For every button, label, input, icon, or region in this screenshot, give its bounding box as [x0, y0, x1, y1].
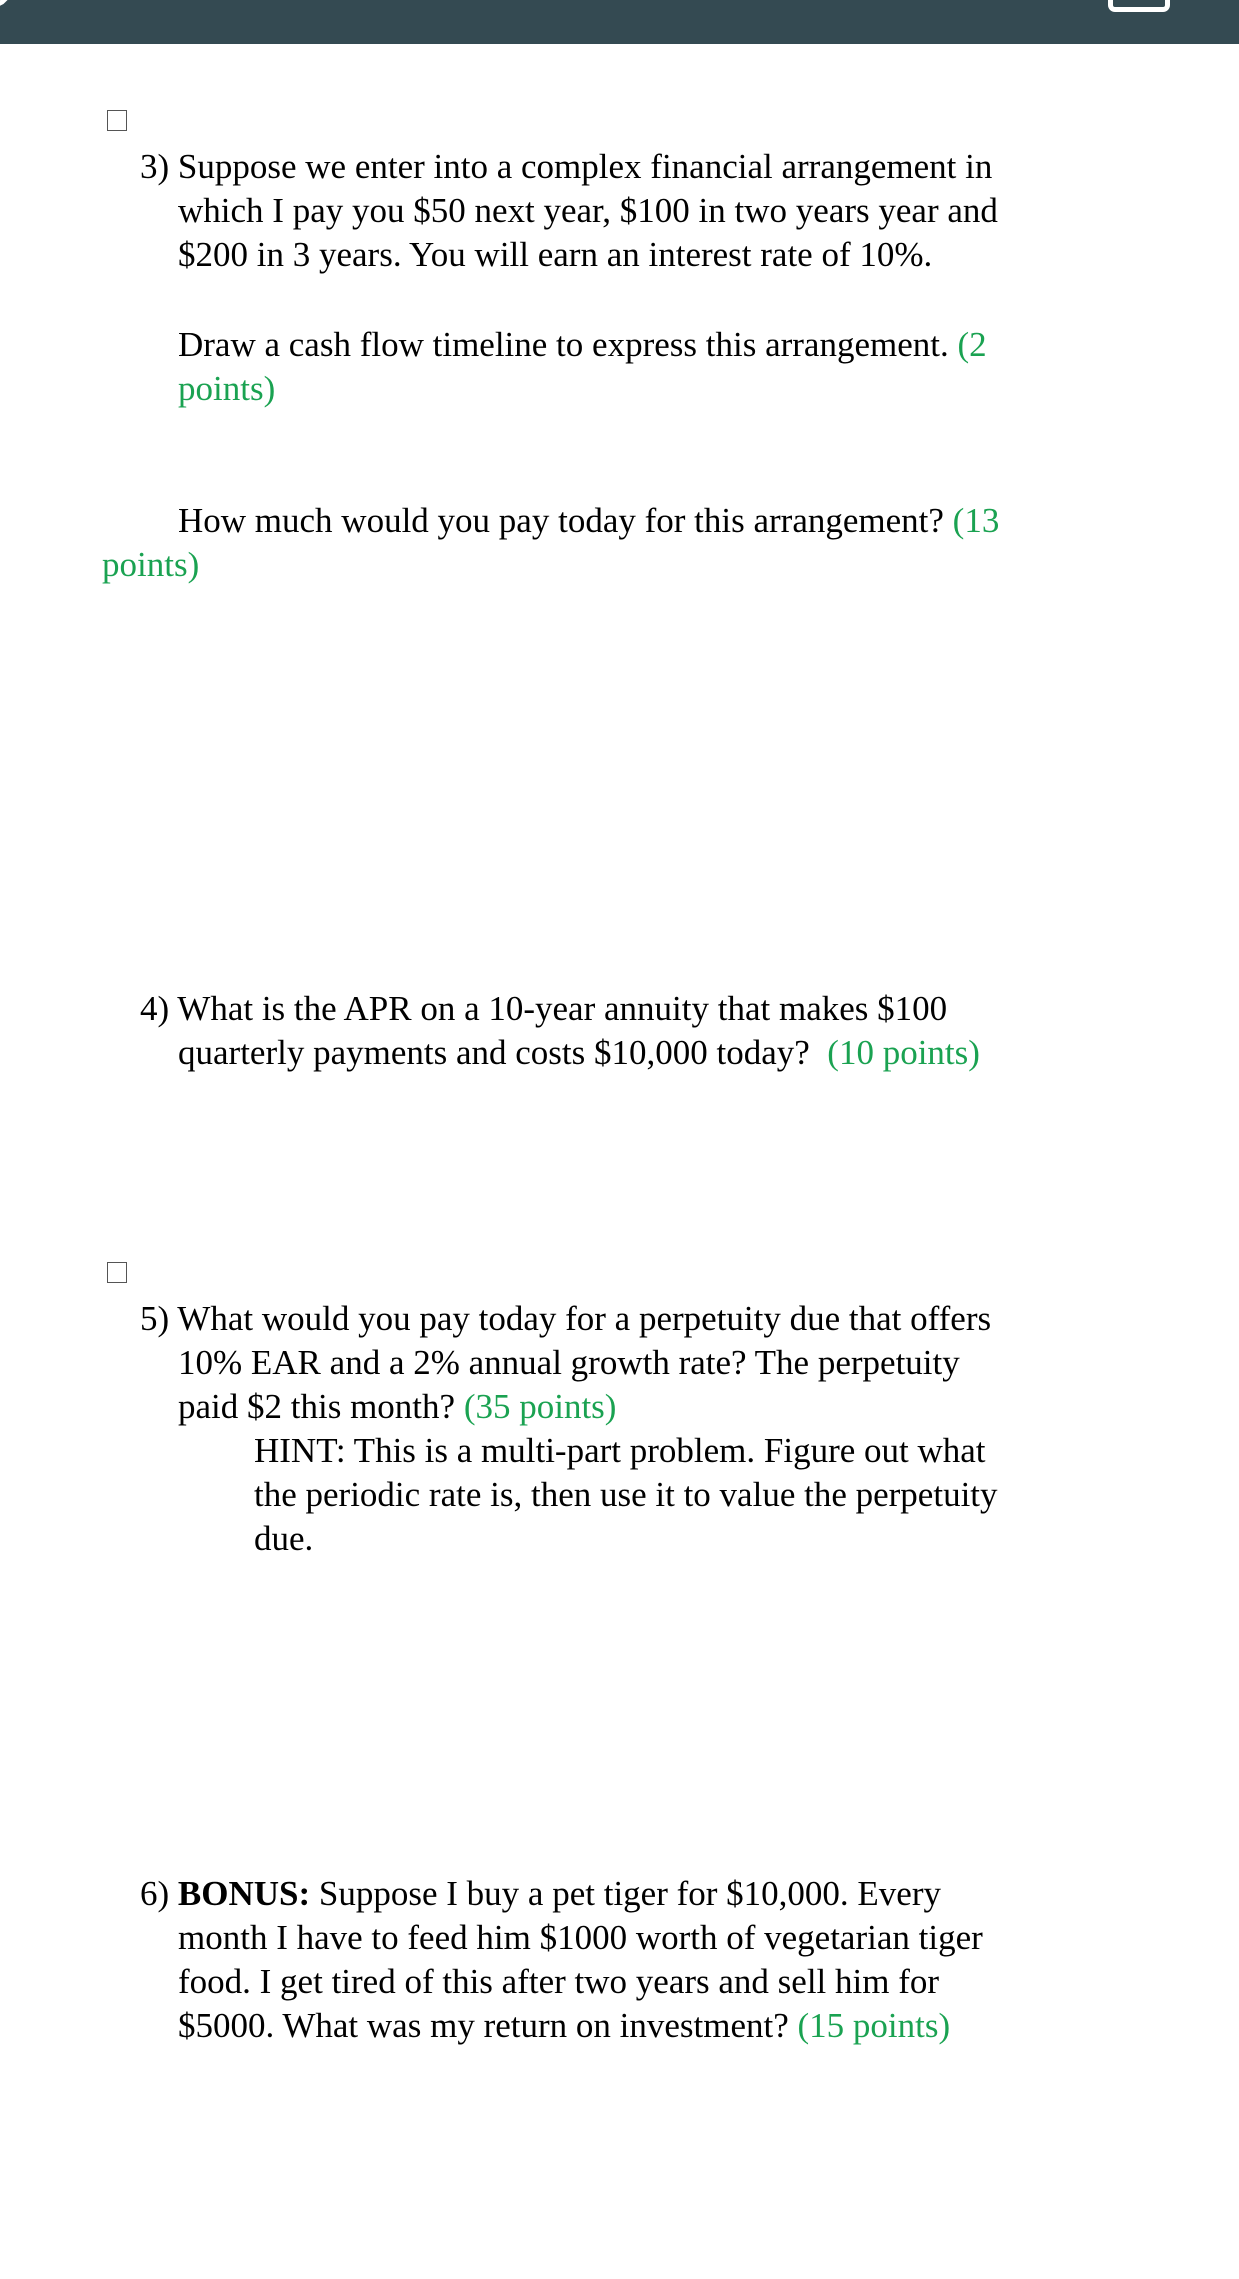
question-5 — [140, 1297, 991, 1429]
question-3 — [140, 145, 998, 277]
question-6 — [140, 1872, 983, 2048]
top-bar — [0, 0, 1239, 44]
question-6-number: 6) — [140, 1874, 170, 1913]
question-4-line-2: quarterly payments and costs $10,000 today? (10 points) — [178, 1033, 980, 1072]
question-4 — [140, 987, 980, 1075]
question-5-line-3: paid $2 this month? (35 points) — [178, 1387, 617, 1426]
hint-line-2: the periodic rate is, then use it to value the perpetuity — [254, 1475, 998, 1514]
chevron-left-icon[interactable] — [0, 0, 18, 8]
question-6-line-2: month I have to feed him $1000 worth of vegetarian tiger — [178, 1918, 983, 1957]
question-5-hint — [254, 1429, 998, 1561]
question-3-part-b-line-1: How much would you pay today for this arrangement? (13 — [178, 501, 1000, 540]
question-4-line-1: 4) What is the APR on a 10-year annuity that makes $100 — [140, 989, 948, 1028]
question-3-number: 3) — [140, 147, 170, 186]
points-label: (13 — [952, 501, 1000, 540]
question-6-line-1: 6) BONUS: Suppose I buy a pet tiger for $10,000. Every — [140, 1874, 941, 1913]
question-3-part-b — [178, 499, 999, 543]
points-label: points) — [178, 369, 276, 408]
points-label: (10 points) — [827, 1033, 980, 1072]
hint-line-1: HINT: This is a multi-part problem. Figure out what — [254, 1431, 986, 1470]
question-5-line-2: 10% EAR and a 2% annual growth rate? The perpetuity — [178, 1343, 960, 1382]
points-label: (35 points) — [463, 1387, 617, 1426]
points-label: (15 points) — [797, 2006, 951, 2045]
question-3-line-3: $200 in 3 years. You will earn an interest rate of 10%. — [178, 235, 933, 274]
question-3-line-2: which I pay you $50 next year, $100 in two years year and — [178, 191, 998, 230]
question-3-part-b-line-2 — [102, 543, 199, 587]
square-outline-icon[interactable] — [1108, 0, 1170, 12]
hint-line-3: due. — [254, 1519, 314, 1558]
bonus-label: BONUS: — [177, 1874, 311, 1913]
question-6-line-3: food. I get tired of this after two years and sell him for — [178, 1962, 940, 2001]
question-3-part-a — [178, 323, 987, 411]
points-label: points) — [102, 545, 200, 584]
question-3-checkbox[interactable] — [107, 110, 127, 131]
question-5-line-1: 5) What would you pay today for a perpetuity due that offers — [140, 1299, 992, 1338]
points-label: (2 — [957, 325, 987, 364]
question-4-number: 4) — [140, 989, 170, 1028]
question-3-part-a-line-1: Draw a cash flow timeline to express this arrangement. (2 — [178, 325, 987, 364]
question-5-checkbox[interactable] — [107, 1262, 127, 1283]
question-3-line-1: 3) Suppose we enter into a complex financial arrangement in — [140, 147, 993, 186]
question-5-number: 5) — [140, 1299, 170, 1338]
question-6-line-4: $5000. What was my return on investment? (15 points) — [178, 2006, 951, 2045]
